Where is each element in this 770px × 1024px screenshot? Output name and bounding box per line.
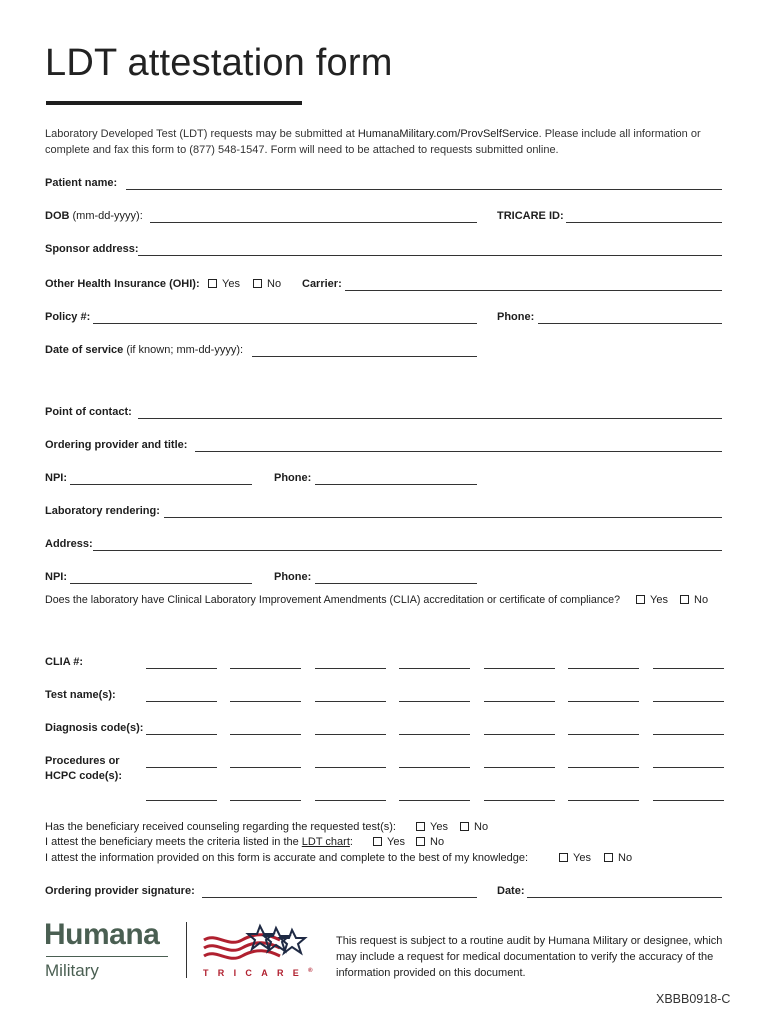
tricare-id-field[interactable] — [566, 222, 722, 223]
accuracy-no-checkbox[interactable] — [604, 853, 613, 862]
diagnosis-codes-label: Diagnosis code(s): — [45, 722, 144, 734]
lab-npi-field[interactable] — [70, 583, 252, 584]
intro-text — [45, 127, 735, 158]
sponsor-address-field[interactable] — [138, 255, 722, 256]
ordering-provider-title-field[interactable] — [195, 451, 722, 452]
ldt-chart-link[interactable]: LDT chart — [301, 836, 350, 848]
procedures-label-line2: HCPC code(s): — [45, 770, 123, 782]
diagnosis-code-field-2[interactable] — [230, 734, 301, 735]
test-name-field-5[interactable] — [484, 701, 555, 702]
title-underline — [46, 101, 302, 105]
humana-logo-text: Humana — [44, 918, 160, 951]
criteria-yes-checkbox[interactable] — [373, 837, 382, 846]
provider-self-service-link[interactable]: HumanaMilitary.com/ProvSelfService — [357, 128, 539, 140]
hcpc-code-field-2[interactable] — [230, 800, 301, 801]
accuracy-yes-checkbox[interactable] — [559, 853, 568, 862]
military-logo-text: Military — [45, 961, 99, 980]
laboratory-rendering-label: Laboratory rendering: — [45, 505, 160, 517]
clia-number-label: CLIA #: — [45, 656, 84, 668]
criteria-statement: I attest the beneficiary meets the criteria listed in the LDT chart: — [45, 836, 353, 848]
hcpc-code-field-1[interactable] — [146, 800, 217, 801]
tricare-logo-icon — [202, 920, 314, 968]
lab-npi-label: NPI: — [45, 571, 67, 583]
clia-number-field-2[interactable] — [230, 668, 301, 669]
procedure-code-field-7[interactable] — [653, 767, 724, 768]
intro-after: . Please include all information or complete and fax this form to (877) 548-1547. Form will need to be attached to requests submitted online. — [45, 128, 701, 156]
point-of-contact-label: Point of contact: — [45, 406, 132, 418]
test-name-field-3[interactable] — [315, 701, 386, 702]
clia-number-field-4[interactable] — [399, 668, 470, 669]
ohi-no-option[interactable]: No — [253, 278, 281, 290]
address-label: Address: — [45, 538, 93, 550]
dob-label: DOB (mm-dd-yyyy): — [45, 210, 143, 222]
procedure-code-field-5[interactable] — [484, 767, 555, 768]
clia-number-field-6[interactable] — [568, 668, 639, 669]
test-name-field-1[interactable] — [146, 701, 217, 702]
counseling-question: Has the beneficiary received counseling regarding the requested test(s): — [45, 821, 396, 833]
criteria-no-option[interactable]: No — [416, 836, 444, 848]
phone-field[interactable] — [538, 323, 722, 324]
signature-label: Ordering provider signature: — [45, 885, 195, 897]
tricare-wordmark: TRICARE® — [203, 968, 313, 978]
provider-phone-field[interactable] — [315, 484, 477, 485]
procedures-label-line1: Procedures or — [45, 755, 120, 767]
tricare-id-label: TRICARE ID: — [497, 210, 564, 222]
clia-no-checkbox[interactable] — [680, 595, 689, 604]
counseling-yes-option[interactable]: Yes — [416, 821, 448, 833]
hcpc-code-field-5[interactable] — [484, 800, 555, 801]
sponsor-address-label: Sponsor address: — [45, 243, 139, 255]
procedure-code-field-3[interactable] — [315, 767, 386, 768]
counseling-yes-checkbox[interactable] — [416, 822, 425, 831]
counseling-no-option[interactable]: No — [460, 821, 488, 833]
procedure-code-field-1[interactable] — [146, 767, 217, 768]
procedure-code-field-6[interactable] — [568, 767, 639, 768]
ohi-yes-option[interactable]: Yes — [208, 278, 240, 290]
clia-no-option[interactable]: No — [680, 594, 708, 606]
ordering-provider-title-label: Ordering provider and title: — [45, 439, 188, 451]
policy-field[interactable] — [93, 323, 477, 324]
test-names-label: Test name(s): — [45, 689, 116, 701]
phone-label: Phone: — [497, 311, 535, 323]
form-title: LDT attestation form — [45, 42, 393, 84]
diagnosis-code-field-3[interactable] — [315, 734, 386, 735]
hcpc-code-field-4[interactable] — [399, 800, 470, 801]
criteria-no-checkbox[interactable] — [416, 837, 425, 846]
hcpc-code-field-3[interactable] — [315, 800, 386, 801]
clia-yes-checkbox[interactable] — [636, 595, 645, 604]
test-name-field-7[interactable] — [653, 701, 724, 702]
clia-yes-option[interactable]: Yes — [636, 594, 668, 606]
diagnosis-code-field-7[interactable] — [653, 734, 724, 735]
hcpc-code-field-6[interactable] — [568, 800, 639, 801]
clia-number-field-3[interactable] — [315, 668, 386, 669]
accuracy-statement: I attest the information provided on this form is accurate and complete to the best of my knowledge: — [45, 852, 529, 864]
provider-npi-field[interactable] — [70, 484, 252, 485]
date-field[interactable] — [527, 897, 722, 898]
date-of-service-field[interactable] — [252, 356, 477, 357]
accuracy-no-option[interactable]: No — [604, 852, 632, 864]
clia-number-field-7[interactable] — [653, 668, 724, 669]
date-of-service-label: Date of service (if known; mm-dd-yyyy): — [45, 344, 244, 356]
provider-npi-label: NPI: — [45, 472, 67, 484]
counseling-no-checkbox[interactable] — [460, 822, 469, 831]
clia-question: Does the laboratory have Clinical Laboratory Improvement Amendments (CLIA) accreditation or certificate of compliance? — [45, 594, 621, 606]
ohi-label: Other Health Insurance (OHI): — [45, 278, 200, 290]
diagnosis-code-field-5[interactable] — [484, 734, 555, 735]
policy-label: Policy #: — [45, 311, 91, 323]
laboratory-rendering-field[interactable] — [164, 517, 722, 518]
test-name-field-6[interactable] — [568, 701, 639, 702]
signature-field[interactable] — [202, 897, 477, 898]
carrier-field[interactable] — [345, 290, 722, 291]
provider-phone-label: Phone: — [274, 472, 312, 484]
address-field[interactable] — [93, 550, 722, 551]
diagnosis-code-field-4[interactable] — [399, 734, 470, 735]
audit-note: This request is subject to a routine audit by Humana Military or designee, which may include a request for medical documentation to verify the accuracy of the information provided on this document. — [336, 935, 723, 979]
humana-logo-rule — [46, 956, 168, 957]
dob-field[interactable] — [150, 222, 477, 223]
carrier-label: Carrier: — [302, 278, 342, 290]
diagnosis-code-field-6[interactable] — [568, 734, 639, 735]
test-name-field-4[interactable] — [399, 701, 470, 702]
procedure-code-field-2[interactable] — [230, 767, 301, 768]
lab-phone-field[interactable] — [315, 583, 477, 584]
clia-number-field-1[interactable] — [146, 668, 217, 669]
intro-before: Laboratory Developed Test (LDT) requests may be submitted at — [45, 128, 358, 140]
logo-divider — [186, 922, 187, 978]
test-name-field-2[interactable] — [230, 701, 301, 702]
ohi-yes-checkbox[interactable] — [208, 279, 217, 288]
date-label: Date: — [497, 885, 525, 897]
diagnosis-code-field-1[interactable] — [146, 734, 217, 735]
form-code: XBBB0918-C — [656, 992, 731, 1006]
ohi-no-checkbox[interactable] — [253, 279, 262, 288]
procedure-code-field-4[interactable] — [399, 767, 470, 768]
accuracy-yes-option[interactable]: Yes — [559, 852, 591, 864]
point-of-contact-field[interactable] — [138, 418, 722, 419]
hcpc-code-field-7[interactable] — [653, 800, 724, 801]
patient-name-field[interactable] — [126, 189, 722, 190]
clia-number-field-5[interactable] — [484, 668, 555, 669]
patient-name-label: Patient name: — [45, 177, 118, 189]
criteria-yes-option[interactable]: Yes — [373, 836, 405, 848]
lab-phone-label: Phone: — [274, 571, 312, 583]
